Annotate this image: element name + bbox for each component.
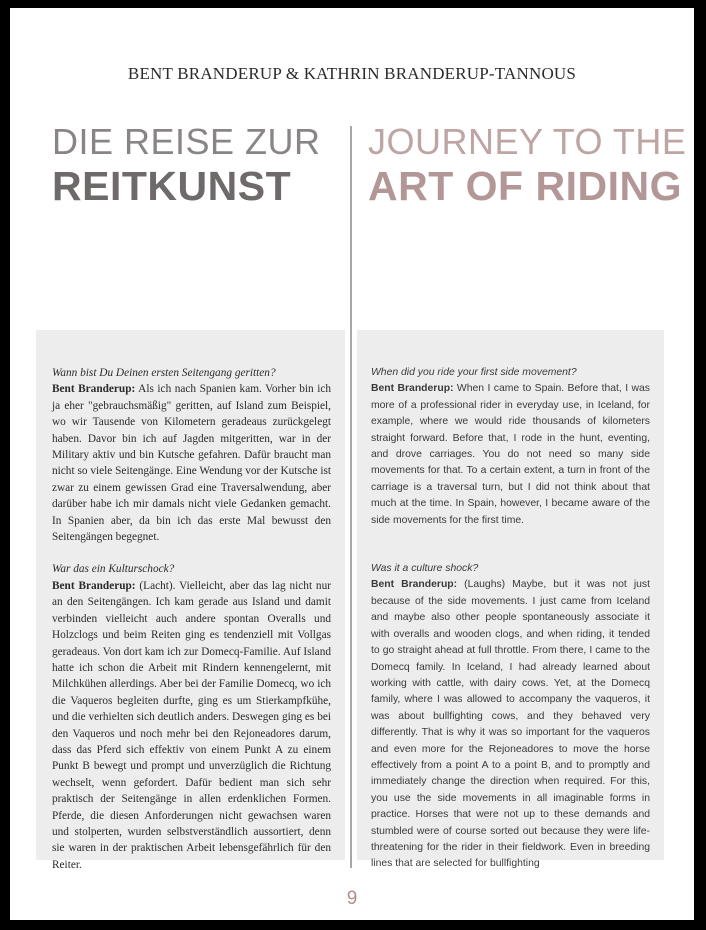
answer-1: [52, 381, 331, 545]
answer-text: Als ich nach Spanien kam. Vorher bin ich ja eher "gebrauchsmäßig" geritten, auf Island zum Beispiel, wo wir Tausende von Kilometern geradeaus zurückgelegt haben. Davor bin ich auf Jagden mitgeritten, war in der Military aktiv und bin Kutsche gefahren. Dafür braucht man nicht so viele Seitengänge. Eine Wendung vor der Kutsche ist zwar zu einem gewissen Grad eine Traversalwendung, aber darüber habe ich mir damals nicht viele Gedanken gemacht. In Spanien aber, da bin ich das erste Mal bewusst den Seitengängen begegnet.: [52, 383, 332, 544]
question-2: War das ein Kulturschock?: [52, 563, 175, 576]
speaker-name: Bent Branderup:: [52, 579, 136, 592]
title-english-line1: JOURNEY TO THE: [368, 121, 687, 162]
question-1: When did you ride your first side movement?: [371, 367, 577, 378]
question-2: Was it a culture shock?: [371, 563, 479, 575]
column-divider: [350, 126, 352, 868]
title-english: [368, 121, 687, 209]
title-german: [52, 121, 321, 209]
answer-text: (Lacht). Vielleicht, aber das lag nicht nur an den Seitengängen. Ich kam gerade aus Island und damit verbinden vielleicht auch andere spontan Overalls und Holzclogs und beim Reiten ging es tendenziell mit Vollgas geradeaus. Von dort kam ich zur Domecq-Familie. Auf Island hatte ich schon die Arbeit mit Rindern kennengelernt, mit Milchkühen allerdings. Aber bei der Familie Domecq, wo ich die Vaqueros begleiten durfte, ging es um Stierkampfkühe, und die verhielten sich deutlich anders. Deswegen ging es bei den Vaqueros und noch mehr bei den Rejoneadores darum, dass das Pferd sich effektiv von einem Punkt A zu einem Punkt B bewegt und prompt und unverzüglich die Richtung wechselt, wenn gefordert. Dafür bedient man sich sehr praktisch der Seitengänge in allen erdenklichen Formen. Pferde, die diesen Anforderungen nicht gewachsen waren und stolperten, wurden selbstverständlich aussortiert, denn sie waren in der praktischen Arbeit lebensgefährlich für den Reiter.: [52, 579, 331, 871]
answer-text: (Laughs) Maybe, but it was not just because of the side movements. I just came from Iceland and maybe also other people spontaneously associate it with overalls and wooden clogs, and when riding, it tended to go straight ahead at full throttle. From there, I came to the Domecq family. In Iceland, I had already learned about working with cattle, with dairy cows. Yet, at the Domecq family, where I was allowed to accompany the vaqueros, it was about bullfighting cows, and they behaved very differently. That is why it was so important for the vaqueros and even more for the Rejoneadores to move the horse effectively from a point A to a point B, and to promptly and immediately change the direction when required. For this, you use the side movements in all imaginable forms in practice. Horses that were not up to these demands and stumbled were of course sorted out because they were life-threatening for the rider in their fieldwork. Even in breeding lines that are selected for bullfighting: [371, 579, 650, 870]
page-number: 9: [346, 888, 358, 909]
answer-2: [52, 578, 331, 873]
title-german-line1: DIE REISE ZUR: [52, 121, 321, 162]
german-text-column: [36, 330, 345, 871]
answer-text: When I came to Spain. Before that, I was more of a professional rider in everyday use, in Iceland, for example, where we would ride thousands of kilometers straight forward. Before that, I rode in the hunt, eventing, and drove carriages. You do not need so many side movements for that. To a certain extent, a turn in front of the carriage is a traversal turn, but I did not think about that much at the time. In Spain, however, I became aware of the side movements for the first time.: [371, 383, 650, 526]
speaker-name: Bent Branderup:: [371, 383, 454, 395]
answer-2: [371, 577, 650, 872]
answer-1: [371, 381, 650, 529]
speaker-name: Bent Branderup:: [52, 383, 136, 396]
book-page: [10, 8, 694, 920]
title-german-line2: REITKUNST: [52, 163, 292, 209]
english-text-column: [357, 330, 664, 870]
title-english-line2: ART OF RIDING: [368, 163, 682, 209]
author-header: BENT BRANDERUP & KATHRIN BRANDERUP-TANNOUS: [127, 64, 577, 83]
question-1: Wann bist Du Deinen ersten Seitengang geritten?: [52, 367, 276, 379]
speaker-name: Bent Branderup:: [371, 579, 458, 591]
